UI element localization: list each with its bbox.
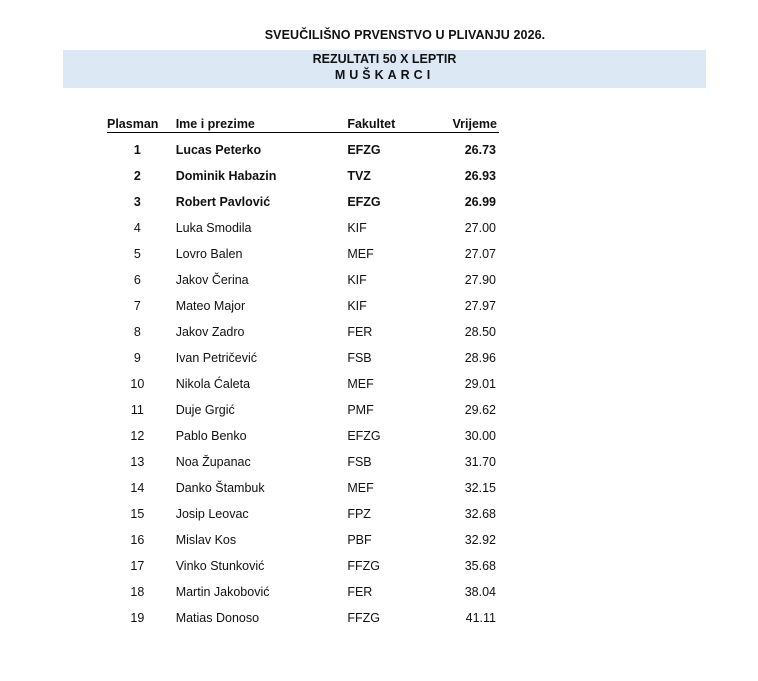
table-row: [107, 397, 499, 423]
row-place: 4: [133, 221, 141, 235]
results-header-row: [107, 113, 499, 133]
row-faculty: KIF: [347, 273, 367, 287]
row-faculty: TVZ: [347, 169, 371, 183]
row-time: 28.96: [464, 351, 496, 365]
row-name: Duje Grgić: [175, 403, 235, 417]
row-time: 26.93: [464, 169, 496, 183]
row-place: 18: [130, 585, 145, 599]
row-place: 12: [130, 429, 145, 443]
table-row: [107, 163, 499, 189]
row-place: 8: [133, 325, 141, 339]
header-place: Plasman: [107, 113, 176, 133]
row-time: 28.50: [464, 325, 496, 339]
results-banner: [63, 50, 706, 88]
category-title: MUŠKARCI: [334, 68, 435, 82]
row-place: 5: [133, 247, 141, 261]
row-name: Jakov Čerina: [175, 273, 249, 287]
table-row: [107, 293, 499, 319]
table-row: [107, 475, 499, 501]
row-name: Luka Smodila: [175, 221, 252, 235]
row-faculty: PMF: [347, 403, 374, 417]
row-time: 41.11: [465, 611, 496, 625]
table-row: [107, 423, 499, 449]
row-time: 26.99: [464, 195, 496, 209]
header-time: Vrijeme: [416, 113, 499, 133]
row-time: 35.68: [464, 559, 496, 573]
row-name: Mateo Major: [175, 299, 246, 313]
row-faculty: FFZG: [347, 559, 380, 573]
row-name: Robert Pavlović: [175, 195, 271, 209]
document-title: SVEUČILIŠNO PRVENSTVO U PLIVANJU 2026.: [264, 28, 546, 42]
table-row: [107, 449, 499, 475]
row-place: 2: [133, 169, 141, 183]
row-time: 29.62: [464, 403, 496, 417]
row-faculty: MEF: [347, 247, 374, 261]
table-row: [107, 319, 499, 345]
row-name: Mislav Kos: [175, 533, 237, 547]
row-faculty: KIF: [347, 221, 367, 235]
row-faculty: EFZG: [347, 429, 381, 443]
row-time: 27.97: [464, 299, 496, 313]
table-row: [107, 553, 499, 579]
table-row: [107, 267, 499, 293]
row-place: 3: [133, 195, 141, 209]
table-row: [107, 189, 499, 215]
table-row: [107, 133, 499, 164]
row-place: 9: [133, 351, 141, 365]
row-faculty: KIF: [347, 299, 367, 313]
table-row: [107, 579, 499, 605]
row-faculty: FER: [347, 585, 373, 599]
table-row: [107, 215, 499, 241]
row-faculty: FSB: [347, 351, 372, 365]
row-name: Lovro Balen: [175, 247, 243, 261]
row-place: 11: [130, 403, 144, 417]
row-name: Jakov Zadro: [175, 325, 245, 339]
row-name: Dominik Habazin: [175, 169, 277, 183]
table-row: [107, 241, 499, 267]
row-name: Pablo Benko: [175, 429, 247, 443]
event-title: REZULTATI 50 X LEPTIR: [312, 52, 457, 66]
table-row: [107, 605, 499, 631]
row-name: Lucas Peterko: [175, 143, 262, 157]
row-time: 38.04: [464, 585, 496, 599]
row-faculty: FER: [347, 325, 373, 339]
row-place: 10: [130, 377, 145, 391]
row-faculty: FPZ: [347, 507, 371, 521]
row-time: 29.01: [464, 377, 496, 391]
row-place: 14: [130, 481, 145, 495]
row-faculty: FSB: [347, 455, 372, 469]
table-row: [107, 345, 499, 371]
row-name: Matias Donoso: [175, 611, 260, 625]
row-time: 32.68: [464, 507, 496, 521]
row-time: 32.92: [464, 533, 496, 547]
row-name: Danko Štambuk: [175, 481, 265, 495]
row-faculty: FFZG: [347, 611, 380, 625]
row-name: Martin Jakobović: [175, 585, 270, 599]
row-faculty: MEF: [347, 377, 374, 391]
table-row: [107, 527, 499, 553]
row-name: Josip Leovac: [175, 507, 249, 521]
row-place: 7: [133, 299, 141, 313]
row-time: 27.07: [464, 247, 496, 261]
row-name: Noa Županac: [175, 455, 251, 469]
row-time: 27.90: [464, 273, 496, 287]
row-name: Nikola Ćaleta: [175, 377, 251, 391]
row-faculty: PBF: [347, 533, 372, 547]
results-table: [107, 113, 499, 631]
row-time: 30.00: [464, 429, 496, 443]
row-place: 13: [130, 455, 145, 469]
header-faculty: Fakultet: [347, 113, 415, 133]
row-name: Ivan Petričević: [175, 351, 257, 365]
row-place: 19: [130, 611, 145, 625]
row-name: Vinko Stunković: [175, 559, 265, 573]
results-body: [107, 133, 499, 632]
row-place: 16: [130, 533, 145, 547]
row-place: 15: [130, 507, 145, 521]
row-place: 6: [133, 273, 141, 287]
row-time: 26.73: [464, 143, 496, 157]
row-faculty: EFZG: [347, 143, 381, 157]
row-faculty: EFZG: [347, 195, 381, 209]
row-time: 32.15: [464, 481, 496, 495]
row-place: 1: [133, 143, 141, 157]
row-faculty: MEF: [347, 481, 374, 495]
row-time: 27.00: [464, 221, 496, 235]
row-place: 17: [130, 559, 145, 573]
table-row: [107, 501, 499, 527]
row-time: 31.70: [464, 455, 496, 469]
header-name: Ime i prezime: [176, 113, 348, 133]
table-row: [107, 371, 499, 397]
